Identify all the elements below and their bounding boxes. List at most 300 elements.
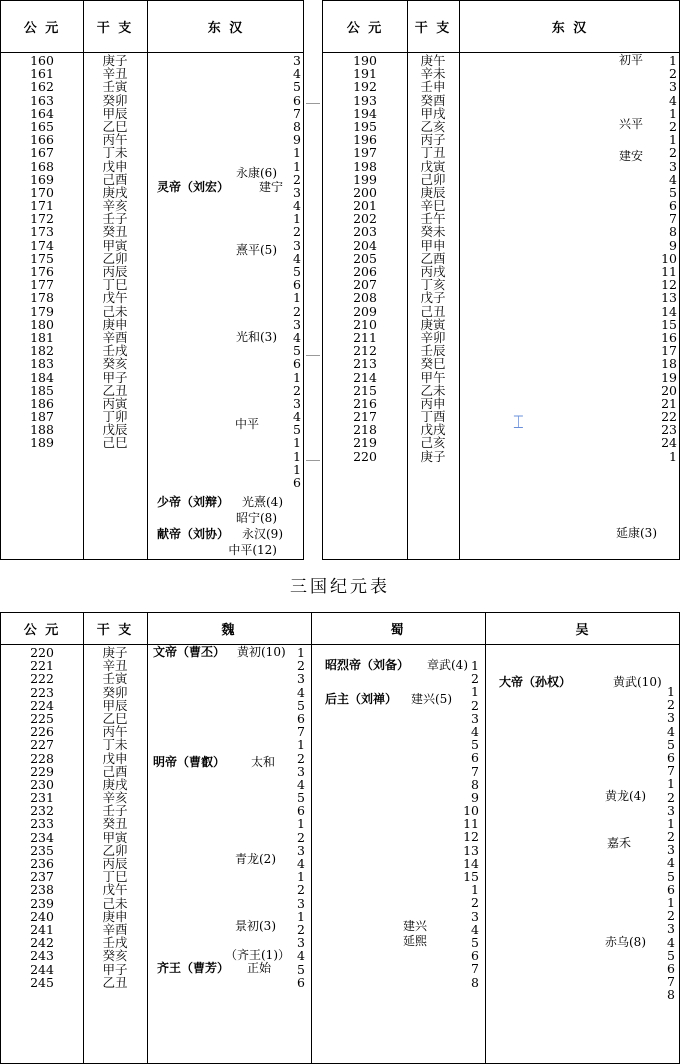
cell: 14 [463,855,479,871]
cell: 4 [669,92,677,108]
cell: 1 [667,815,675,831]
cell: 1 [297,816,305,832]
cell: 163 [30,92,54,108]
cell: 3 [297,935,305,951]
cell: 癸丑 [102,816,128,832]
cell: 238 [30,882,54,898]
cell: 4 [293,198,301,214]
cell: 2 [667,908,675,924]
cell: 176 [30,264,54,279]
cell: 166 [30,132,54,148]
cell: 4 [471,921,479,937]
era-taihe: 太和 [251,755,276,769]
cell: 3 [667,802,675,818]
cell: 210 [353,316,377,332]
cell: 2 [667,829,675,845]
cell: 181 [30,329,54,345]
cell: 3 [667,710,675,726]
header-ganzhi: 干 支 [96,623,134,638]
cell: 198 [353,158,377,174]
cell: 乙未 [420,382,446,398]
cell: 3 [297,895,305,911]
cell: 庚辰 [420,184,446,200]
cell: 214 [353,369,377,385]
cell: 己丑 [420,303,446,319]
cell: 癸卯 [102,92,128,108]
cell: 1 [471,658,479,673]
era-huangwu: 黄武(10) [613,675,662,689]
cell: 壬戌 [102,343,128,359]
cell: 丁酉 [420,409,446,425]
cell: 13 [661,290,677,306]
header-han: 东 汉 [551,21,589,36]
cell: 丁卯 [102,409,128,425]
cell: 1 [471,684,479,700]
cell: 丁亥 [420,277,446,293]
cell: 178 [30,290,54,306]
cell: 辛卯 [420,329,446,345]
cell: 13 [463,842,479,858]
era-qinglong: 青龙(2) [235,852,276,866]
cell: 5 [297,961,305,977]
cell: 6 [667,881,675,897]
cell: 5 [293,264,301,279]
cell: 辛酉 [102,329,128,345]
cell: 2 [471,697,479,713]
cell: 220 [30,645,54,660]
cell: 205 [353,250,377,266]
cell: 7 [667,974,675,990]
cell: 癸酉 [420,92,446,108]
cell: 庚寅 [420,316,446,332]
shu-number-column [457,659,479,989]
era-yonghan: 永汉(9) [242,527,283,541]
cell: 215 [353,382,377,398]
cell: 2 [297,658,305,674]
cell: 丙寅 [102,395,128,411]
wei-number-column [289,646,305,989]
cell: 18 [661,356,677,372]
cell: 11 [463,816,479,832]
era-guanghe: 光和(3) [236,330,277,344]
cell: 乙卯 [102,250,128,266]
cell: 1 [669,53,677,68]
emperor-mingdi: 明帝（曹叡） [153,755,226,769]
cell: 庚戌 [102,184,128,200]
cell: 6 [297,803,305,819]
cell: 戊申 [102,158,128,174]
cell: 辛丑 [102,658,128,674]
cell: 199 [353,171,377,187]
cell: 1 [293,290,301,306]
cell: 辛亥 [102,198,128,214]
wu-number-column [659,685,675,1002]
cell: 1 [669,132,677,148]
cell: 4 [293,250,301,266]
cell: 3 [669,79,677,95]
cell: 211 [353,329,377,345]
cell: 162 [30,79,54,95]
year-column [1,646,83,989]
era-jianning: 建宁 [258,180,283,194]
cell: 1 [293,369,301,385]
table-header [323,1,679,53]
cell: 167 [30,145,54,161]
cell: 195 [353,118,377,134]
cell: 2 [293,171,301,187]
cell: 6 [471,948,479,964]
cell: 6 [669,198,677,214]
cell: 2 [471,895,479,911]
cell: 甲辰 [102,697,128,713]
cell: 5 [297,790,305,806]
han-table-right [322,0,680,560]
emperor-qiwang: 齐王（曹芳） [157,961,230,975]
cell: 3 [297,842,305,858]
cell: 4 [297,776,305,792]
cell: 1 [667,895,675,910]
cell: 乙亥 [420,118,446,134]
cell: 244 [30,961,54,977]
cell: 164 [30,105,54,121]
cell: 3 [297,671,305,687]
cell: 183 [30,356,54,372]
cell: 1 [293,158,301,174]
han-number-column [283,54,301,489]
cell: 218 [353,422,377,438]
cell: 5 [293,343,301,359]
cell: 壬午 [420,211,446,227]
year-column [1,54,83,450]
cell: 乙丑 [102,974,128,990]
cell: 3 [669,158,677,174]
cell: 5 [471,934,479,950]
cell: 戊午 [102,882,128,898]
cell: 5 [669,184,677,200]
cell: 1 [669,448,677,464]
cell: 242 [30,935,54,951]
cell: 4 [669,171,677,187]
cell: 232 [30,803,54,819]
header-wu: 吴 [575,623,591,638]
cell: 192 [353,79,377,95]
cell: 179 [30,303,54,319]
cell: 庚申 [102,908,128,924]
cell: 己巳 [102,435,128,451]
cell: 1 [669,105,677,121]
cell: 202 [353,211,377,227]
cell: 11 [661,264,677,279]
header-year: 公 元 [346,21,384,36]
cell: 7 [293,105,301,121]
header-han: 东 汉 [207,21,245,36]
cell: 239 [30,895,54,911]
cell: 3 [471,710,479,726]
era-xingping: 兴平 [618,117,643,131]
cell: 3 [471,908,479,924]
cell: 193 [353,92,377,108]
cell: 4 [297,684,305,700]
cell: 辛酉 [102,921,128,937]
cell: 6 [293,92,301,108]
cell: 24 [661,435,677,451]
cell: 癸丑 [102,224,128,240]
cell: 丁丑 [420,145,446,161]
cell: 癸未 [420,224,446,240]
cell: 217 [353,409,377,425]
cell: 168 [30,158,54,174]
header-wei: 魏 [221,623,237,638]
cell: 6 [293,356,301,372]
cell: 3 [293,316,301,332]
cell: 2 [667,697,675,713]
cell: 甲子 [102,961,128,977]
era-zhengshi: 正始 [247,961,272,975]
cell: 3 [667,842,675,858]
cell: 231 [30,790,54,806]
cell: 2 [293,382,301,398]
cell: 222 [30,671,54,687]
cell: 甲午 [420,369,446,385]
cell: 3 [293,237,301,253]
emperor-xiandi: 献帝（刘协） [157,527,230,541]
year-column [323,54,407,463]
cell: 甲子 [102,369,128,385]
ganzhi-column [83,54,147,450]
cell: 辛丑 [102,66,128,82]
cell: 172 [30,211,54,227]
cell: 2 [669,66,677,82]
cell: 190 [353,53,377,68]
cell: 庚子 [102,53,128,68]
cell: 169 [30,171,54,187]
text-cursor-icon: ⌶ [513,412,524,433]
cell: 4 [293,329,301,345]
era-zhangwu: 章武(4) [427,658,468,672]
cell: 辛亥 [102,790,128,806]
era-huanglong: 黄龙(4) [605,789,646,803]
cell: 7 [297,724,305,740]
cell: 10 [463,803,479,819]
cell: 1 [293,461,301,477]
cell: 201 [353,198,377,214]
cell: 乙丑 [102,382,128,398]
ganzhi-column [83,646,147,989]
cell: 175 [30,250,54,266]
cell: 7 [471,763,479,779]
cell: 187 [30,409,54,425]
cell: 3 [293,395,301,411]
era-xiping: 熹平(5) [236,243,277,257]
era-zhongping-12: 中平(12) [228,543,277,557]
cell: 2 [297,921,305,937]
cell: 3 [293,53,301,68]
cell: 癸巳 [420,356,446,372]
cell: 甲申 [420,237,446,253]
cell: 庚申 [102,316,128,332]
cell: 6 [667,960,675,976]
era-yankang: 延康(3) [616,526,657,540]
cell: 1 [293,448,301,464]
cell: 203 [353,224,377,240]
cell: 1 [471,882,479,898]
cell: 1 [297,645,305,660]
cell: 5 [293,79,301,95]
cell: 237 [30,869,54,885]
cell: 甲辰 [102,105,128,121]
han-number-column [655,54,677,463]
cell: 9 [293,132,301,148]
cell: 221 [30,658,54,674]
table-header [1,613,679,645]
cell: 180 [30,316,54,332]
era-yanxi: 延熙 [403,934,428,948]
cell: 1 [293,211,301,227]
cell: 5 [667,868,675,884]
cell: 庚午 [420,53,446,68]
cell: 12 [463,829,479,845]
cell: 186 [30,395,54,411]
cell: 戊午 [102,290,128,306]
cell: 9 [471,789,479,805]
cell: 230 [30,776,54,792]
cell: 丙申 [420,395,446,411]
cell: 21 [661,395,677,411]
cell: 220 [353,448,377,464]
cell: 丙午 [102,724,128,740]
cell: 6 [667,749,675,765]
cell: 245 [30,974,54,990]
cell: 丙辰 [102,856,128,871]
cell: 228 [30,750,54,766]
cell: 189 [30,435,54,451]
cell: 15 [463,869,479,884]
cell: 212 [353,343,377,359]
cell: 23 [661,422,677,438]
cell: 7 [669,211,677,227]
cell: 甲寅 [102,829,128,845]
header-year: 公 元 [23,21,61,36]
cell: 194 [353,105,377,121]
cell: 8 [471,974,479,990]
cell: 227 [30,737,54,753]
cell: 1 [667,684,675,699]
cell: 4 [293,66,301,82]
cell: 225 [30,710,54,726]
cell: 8 [667,987,675,1003]
cell: 3 [293,184,301,200]
cell: 己未 [102,303,128,319]
era-zhongping: 中平 [234,417,259,431]
cell: 17 [661,343,677,359]
era-yongkang: 永康(6) [236,166,277,180]
cell: 196 [353,132,377,148]
three-kingdoms-table [0,612,680,1064]
cell: 庚子 [102,645,128,660]
cell: 7 [667,763,675,779]
cell: 229 [30,763,54,779]
ganzhi-column [407,54,459,463]
cell: 1 [293,145,301,161]
emperor-zhaolie: 昭烈帝（刘备） [325,658,410,672]
cell: 1 [667,776,675,792]
cell: 癸亥 [102,948,128,964]
cell: 6 [471,750,479,766]
cell: 乙巳 [102,710,128,726]
cell: 16 [661,329,677,345]
cell: 5 [667,736,675,752]
cell: 200 [353,184,377,200]
header-ganzhi: 干 支 [414,21,452,36]
cell: 丙午 [102,132,128,148]
cell: 壬寅 [102,79,128,95]
cell: 戊申 [102,750,128,766]
cell: 丁未 [102,737,128,753]
cell: 234 [30,829,54,845]
cell: 己酉 [102,763,128,779]
cell: 己酉 [102,171,128,187]
cell: 2 [297,750,305,766]
cell: 1 [297,908,305,924]
cell: 甲戌 [420,105,446,121]
cell: 丁巳 [102,277,128,293]
cell: 丙子 [420,132,446,148]
cell: 乙巳 [102,118,128,134]
cell: 2 [669,145,677,161]
era-chuping: 初平 [618,53,643,67]
cell: 216 [353,395,377,411]
cell: 177 [30,277,54,293]
era-jiahe: 嘉禾 [607,836,632,850]
cell: 壬申 [420,79,446,95]
cell: 辛巳 [420,198,446,214]
cell: 4 [293,409,301,425]
cell: 壬戌 [102,935,128,951]
cell: 182 [30,343,54,359]
cell: 壬寅 [102,671,128,687]
cell: 庚子 [420,448,446,464]
cell: 2 [293,224,301,240]
cell: 14 [661,303,677,319]
cell: 戊戌 [420,422,446,438]
cell: 224 [30,697,54,713]
cell: 7 [471,961,479,977]
cell: 2 [293,303,301,319]
cell: 己未 [102,895,128,911]
cell: 戊寅 [420,158,446,174]
cell: 184 [30,369,54,385]
cell: 3 [667,921,675,937]
cell: 6 [297,974,305,990]
cell: 4 [667,934,675,950]
cell: 208 [353,290,377,306]
cell: 丙辰 [102,264,128,279]
era-zhaoning: 昭宁(8) [236,511,277,525]
cell: 22 [661,409,677,425]
cell: 161 [30,66,54,82]
cell: 240 [30,908,54,924]
era-guangxi: 光熹(4) [242,495,283,509]
cell: 165 [30,118,54,134]
cell: 207 [353,277,377,293]
cell: 236 [30,856,54,871]
cell: 5 [471,737,479,753]
cell: 癸卯 [102,684,128,700]
cell: 1 [297,737,305,753]
cell: 2 [667,789,675,805]
cell: 乙卯 [102,842,128,858]
cell: 223 [30,684,54,700]
